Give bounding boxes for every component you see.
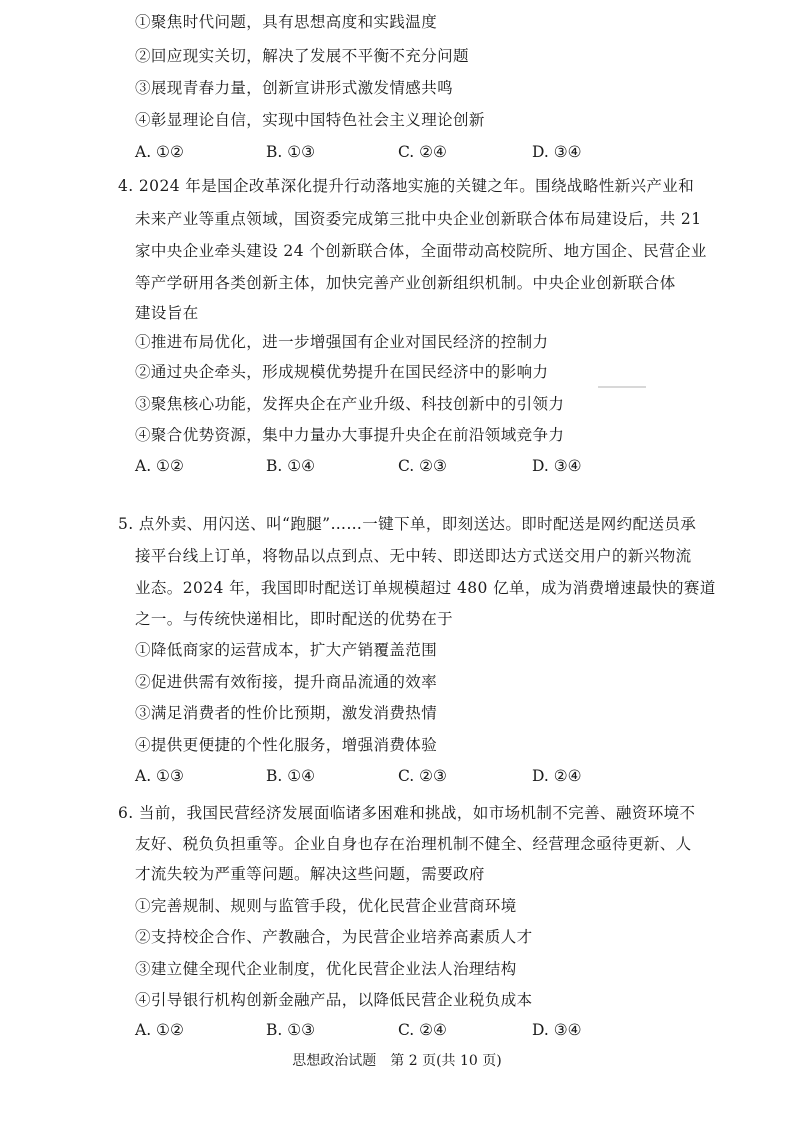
q5-item-1: ①降低商家的运营成本，扩大产销覆盖范围 — [135, 641, 438, 659]
q6-option-c: C. ②④ — [398, 1021, 447, 1039]
q4-option-b: B. ①④ — [266, 457, 316, 475]
q4-item-2: ②通过央企牵头，形成规模优势提升在国民经济中的影响力 — [135, 363, 549, 381]
q5-option-d: D. ②④ — [532, 767, 582, 785]
q5-item-2: ②促进供需有效衔接，提升商品流通的效率 — [135, 673, 438, 691]
q3-option-a: A. ①② — [135, 143, 184, 161]
q6-stem-line-2: 友好、税负负担重等。企业自身也存在治理机制不健全、经营理念亟待更新、人 — [135, 835, 692, 853]
q3-option-c: C. ②④ — [398, 143, 447, 161]
q3-item-4: ④彰显理论自信，实现中国特色社会主义理论创新 — [135, 111, 485, 129]
q3-option-d: D. ③④ — [532, 143, 582, 161]
q6-stem-line-1: 6. 当前，我国民营经济发展面临诸多困难和挑战，如市场机制不完善、融资环境不 — [118, 804, 696, 822]
q6-item-1: ①完善规制、规则与监管手段，优化民营企业营商环境 — [135, 897, 517, 915]
q3-item-3: ③展现青春力量，创新宣讲形式激发情感共鸣 — [135, 79, 454, 97]
q4-stem-line-3: 家中央企业牵头建设 24 个创新联合体，全面带动高校院所、地方国企、民营企业 — [135, 242, 707, 260]
q4-option-a: A. ①② — [135, 457, 184, 475]
q4-option-d: D. ③④ — [532, 457, 582, 475]
q4-option-c: C. ②③ — [398, 457, 447, 475]
q6-option-b: B. ①③ — [266, 1021, 316, 1039]
q6-item-4: ④引导银行机构创新金融产品，以降低民营企业税负成本 — [135, 991, 533, 1009]
q6-option-d: D. ③④ — [532, 1021, 582, 1039]
q4-stem-line-2: 未来产业等重点领域，国资委完成第三批中央企业创新联合体布局建设后，共 21 — [135, 210, 702, 228]
q5-item-4: ④提供更便捷的个性化服务，增强消费体验 — [135, 736, 438, 754]
q3-item-2: ②回应现实关切，解决了发展不平衡不充分问题 — [135, 47, 469, 65]
q4-item-3: ③聚焦核心功能，发挥央企在产业升级、科技创新中的引领力 — [135, 395, 565, 413]
q5-option-a: A. ①③ — [135, 767, 184, 785]
q6-item-2: ②支持校企合作、产教融合，为民营企业培养高素质人才 — [135, 928, 533, 946]
q5-option-b: B. ①④ — [266, 767, 316, 785]
q5-stem-line-3: 业态。2024 年，我国即时配送订单规模超过 480 亿单，成为消费增速最快的赛道 — [135, 579, 716, 597]
q5-item-3: ③满足消费者的性价比预期，激发消费热情 — [135, 704, 438, 722]
q4-stem-line-1: 4. 2024 年是国企改革深化提升行动落地实施的关键之年。围绕战略性新兴产业和 — [118, 177, 695, 195]
q5-stem-line-2: 接平台线上订单，将物品以点到点、无中转、即送即达方式送交用户的新兴物流 — [135, 547, 692, 565]
q5-stem-line-1: 5. 点外卖、用闪送、叫“跑腿”……一键下单，即刻送达。即时配送是网约配送员承 — [118, 515, 697, 533]
q6-stem-line-3: 才流失较为严重等问题。解决这些问题，需要政府 — [135, 865, 485, 883]
q5-stem-line-4: 之一。与传统快递相比，即时配送的优势在于 — [135, 610, 454, 628]
q5-option-c: C. ②③ — [398, 767, 447, 785]
q3-item-1: ①聚焦时代问题，具有思想高度和实践温度 — [135, 13, 438, 31]
q4-item-4: ④聚合优势资源，集中力量办大事提升央企在前沿领域竞争力 — [135, 426, 565, 444]
q4-stem-line-4: 等产学研用各类创新主体，加快完善产业创新组织机制。中央企业创新联合体 — [135, 274, 676, 292]
q4-stem-line-5: 建设旨在 — [135, 304, 199, 322]
q4-item-1: ①推进布局优化，进一步增强国有企业对国民经济的控制力 — [135, 333, 549, 351]
scan-smudge — [598, 386, 646, 388]
page-footer: 思想政治试题 第 2 页(共 10 页) — [292, 1053, 502, 1069]
q6-item-3: ③建立健全现代企业制度，优化民营企业法人治理结构 — [135, 960, 517, 978]
q6-option-a: A. ①② — [135, 1021, 184, 1039]
q3-option-b: B. ①③ — [266, 143, 316, 161]
